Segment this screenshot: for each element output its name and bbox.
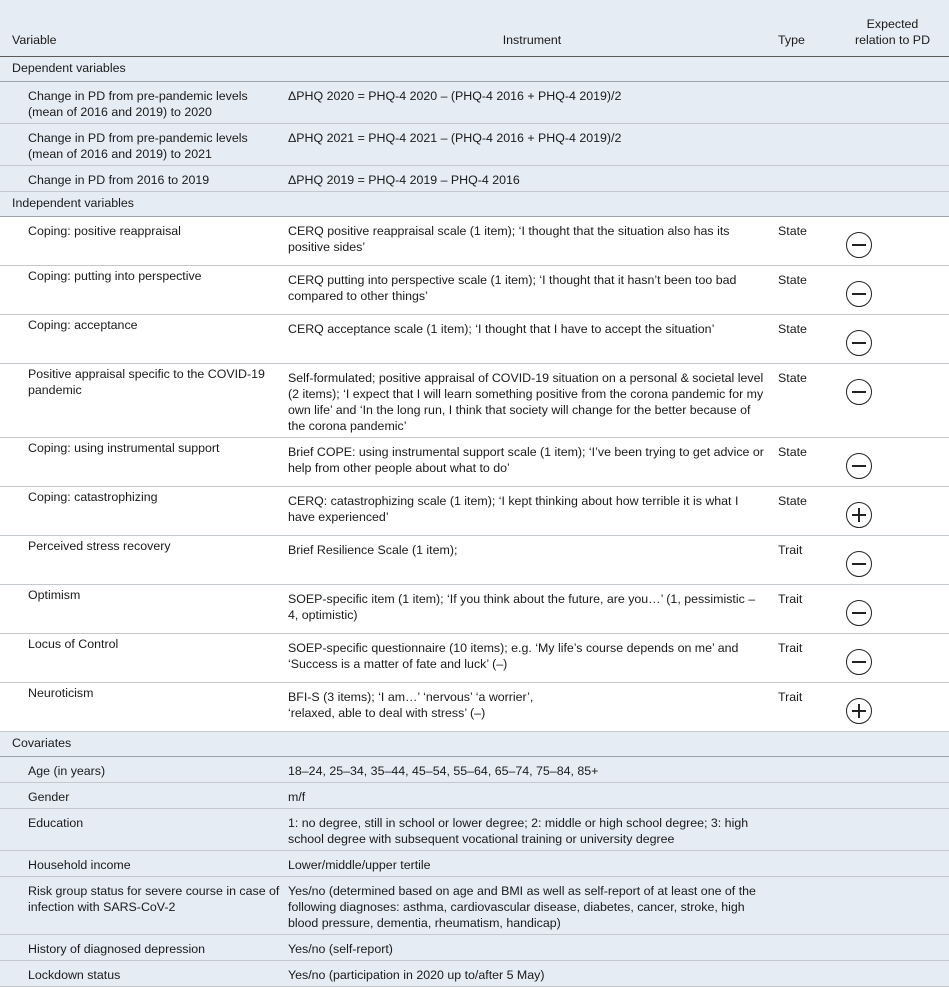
minus-circle-icon (846, 379, 872, 405)
table-row (0, 536, 949, 585)
cell-variable: Coping: acceptance (0, 315, 288, 364)
cell-instrument: CERQ: catastrophizing scale (1 item); ‘I kept thinking about how terrible it is what I have experienced’ (288, 487, 776, 536)
cell-variable: Household income (0, 851, 288, 877)
cell-expected-relation (836, 585, 949, 634)
cell-expected-relation (836, 683, 949, 732)
table-row (0, 166, 949, 192)
cell-variable: Coping: catastrophizing (0, 487, 288, 536)
cell-expected-relation (836, 757, 949, 783)
minus-circle-icon (846, 232, 872, 258)
table-row (0, 364, 949, 438)
table-row (0, 935, 949, 961)
minus-circle-icon (846, 453, 872, 479)
cell-instrument: Self-formulated; positive appraisal of COVID-19 situation on a personal & societal level (2 items); ‘I expect that I will learn something positive from the corona pandemic for my own life’ and ‘In the long run, I think that society will change for the better because of the corona pandemic’ (288, 364, 776, 438)
table-row (0, 757, 949, 783)
table-row (0, 487, 949, 536)
cell-variable: Age (in years) (0, 757, 288, 783)
section-header-independent (0, 192, 949, 217)
section-header-dependent (0, 57, 949, 82)
cell-instrument: 1: no degree, still in school or lower degree; 2: middle or high school degree; 3: high school degree with subsequent vocational training or university degree (288, 809, 776, 851)
cell-instrument: m/f (288, 783, 776, 809)
table-row (0, 438, 949, 487)
cell-expected-relation (836, 634, 949, 683)
cell-variable: Perceived stress recovery (0, 536, 288, 585)
cell-expected-relation (836, 809, 949, 851)
section-title: Dependent variables (0, 57, 949, 82)
table-row (0, 585, 949, 634)
table-row (0, 266, 949, 315)
cell-variable: Change in PD from 2016 to 2019 (0, 166, 288, 192)
cell-type (776, 809, 836, 851)
cell-type: State (776, 315, 836, 364)
header-expected (836, 0, 949, 57)
cell-instrument: SOEP-specific questionnaire (10 items); e.g. ‘My life’s course depends on me’ and ‘Success is a matter of fate and luck’ (–) (288, 634, 776, 683)
section-title: Independent variables (0, 192, 949, 217)
cell-expected-relation (836, 364, 949, 438)
section-header-covariates (0, 732, 949, 757)
cell-expected-relation (836, 266, 949, 315)
table-row (0, 851, 949, 877)
cell-type (776, 757, 836, 783)
cell-variable: History of diagnosed depression (0, 935, 288, 961)
header-expected-line1: Expected (866, 17, 919, 31)
cell-expected-relation (836, 851, 949, 877)
cell-variable: Lockdown status (0, 961, 288, 987)
section-title: Covariates (0, 732, 949, 757)
table-row (0, 877, 949, 935)
cell-type: State (776, 217, 836, 266)
minus-circle-icon (846, 281, 872, 307)
table-row (0, 315, 949, 364)
cell-type (776, 783, 836, 809)
cell-expected-relation (836, 438, 949, 487)
table-row (0, 217, 949, 266)
cell-variable: Coping: using instrumental support (0, 438, 288, 487)
cell-expected-relation (836, 877, 949, 935)
cell-instrument: Yes/no (self-report) (288, 935, 776, 961)
cell-type: Trait (776, 536, 836, 585)
table-row (0, 683, 949, 732)
cell-expected-relation (836, 783, 949, 809)
cell-type (776, 166, 836, 192)
cell-variable: Locus of Control (0, 634, 288, 683)
cell-expected-relation (836, 487, 949, 536)
table-row (0, 124, 949, 166)
table-row (0, 809, 949, 851)
cell-instrument: CERQ positive reappraisal scale (1 item); ‘I thought that the situation also has its positive sides’ (288, 217, 776, 266)
cell-type (776, 961, 836, 987)
minus-circle-icon (846, 330, 872, 356)
cell-variable: Risk group status for severe course in case of infection with SARS-CoV-2 (0, 877, 288, 935)
cell-type: State (776, 487, 836, 536)
cell-expected-relation (836, 315, 949, 364)
cell-instrument: BFI-S (3 items); ‘I am…’ ‘nervous’ ‘a worrier’, ‘relaxed, able to deal with stress’ (–) (288, 683, 776, 732)
cell-instrument: Lower/middle/upper tertile (288, 851, 776, 877)
cell-type: State (776, 364, 836, 438)
minus-circle-icon (846, 649, 872, 675)
cell-instrument: CERQ putting into perspective scale (1 item); ‘I thought that it hasn’t been too bad compared to other things’ (288, 266, 776, 315)
header-type: Type (776, 0, 836, 57)
cell-variable: Education (0, 809, 288, 851)
cell-expected-relation (836, 935, 949, 961)
cell-instrument: ΔPHQ 2021 = PHQ-4 2021 – (PHQ-4 2016 + PHQ-4 2019)/2 (288, 124, 776, 166)
minus-circle-icon (846, 600, 872, 626)
cell-type (776, 935, 836, 961)
cell-type (776, 124, 836, 166)
cell-type: Trait (776, 683, 836, 732)
cell-expected-relation (836, 961, 949, 987)
table-row (0, 634, 949, 683)
cell-variable: Gender (0, 783, 288, 809)
cell-instrument: CERQ acceptance scale (1 item); ‘I thought that I have to accept the situation’ (288, 315, 776, 364)
cell-instrument: Brief COPE: using instrumental support scale (1 item); ‘I’ve been trying to get advice or help from other people about what to do’ (288, 438, 776, 487)
cell-instrument: ΔPHQ 2020 = PHQ-4 2020 – (PHQ-4 2016 + PHQ-4 2019)/2 (288, 82, 776, 124)
header-variable: Variable (0, 0, 288, 57)
header-instrument: Instrument (288, 0, 776, 57)
table-row (0, 783, 949, 809)
cell-instrument: 18–24, 25–34, 35–44, 45–54, 55–64, 65–74, 75–84, 85+ (288, 757, 776, 783)
header-expected-line2: relation to PD (854, 33, 931, 47)
cell-instrument: Yes/no (determined based on age and BMI as well as self-report of at least one of the following diagnoses: asthma, cardiovascular disease, diabetes, cancer, stroke, high blood pressure, dementia, rheumatism, handicap) (288, 877, 776, 935)
table-header-row (0, 0, 949, 57)
cell-expected-relation (836, 82, 949, 124)
cell-type: Trait (776, 585, 836, 634)
cell-expected-relation (836, 124, 949, 166)
cell-variable: Coping: putting into perspective (0, 266, 288, 315)
cell-expected-relation (836, 217, 949, 266)
plus-circle-icon (846, 698, 872, 724)
cell-instrument: Brief Resilience Scale (1 item); (288, 536, 776, 585)
cell-instrument: Yes/no (participation in 2020 up to/after 5 May) (288, 961, 776, 987)
cell-variable: Change in PD from pre-pandemic levels (mean of 2016 and 2019) to 2021 (0, 124, 288, 166)
cell-variable: Positive appraisal specific to the COVID-19 pandemic (0, 364, 288, 438)
cell-type (776, 851, 836, 877)
cell-expected-relation (836, 166, 949, 192)
cell-type: State (776, 266, 836, 315)
minus-circle-icon (846, 551, 872, 577)
cell-type: State (776, 438, 836, 487)
cell-instrument: SOEP-specific item (1 item); ‘If you think about the future, are you…’ (1, pessimistic – 4, optimistic) (288, 585, 776, 634)
cell-variable: Coping: positive reappraisal (0, 217, 288, 266)
cell-variable: Optimism (0, 585, 288, 634)
table-row (0, 961, 949, 987)
cell-variable: Change in PD from pre-pandemic levels (mean of 2016 and 2019) to 2020 (0, 82, 288, 124)
cell-expected-relation (836, 536, 949, 585)
plus-circle-icon (846, 502, 872, 528)
cell-instrument: ΔPHQ 2019 = PHQ-4 2019 – PHQ-4 2016 (288, 166, 776, 192)
cell-variable: Neuroticism (0, 683, 288, 732)
table-row (0, 82, 949, 124)
cell-type: Trait (776, 634, 836, 683)
cell-type (776, 82, 836, 124)
cell-type (776, 877, 836, 935)
